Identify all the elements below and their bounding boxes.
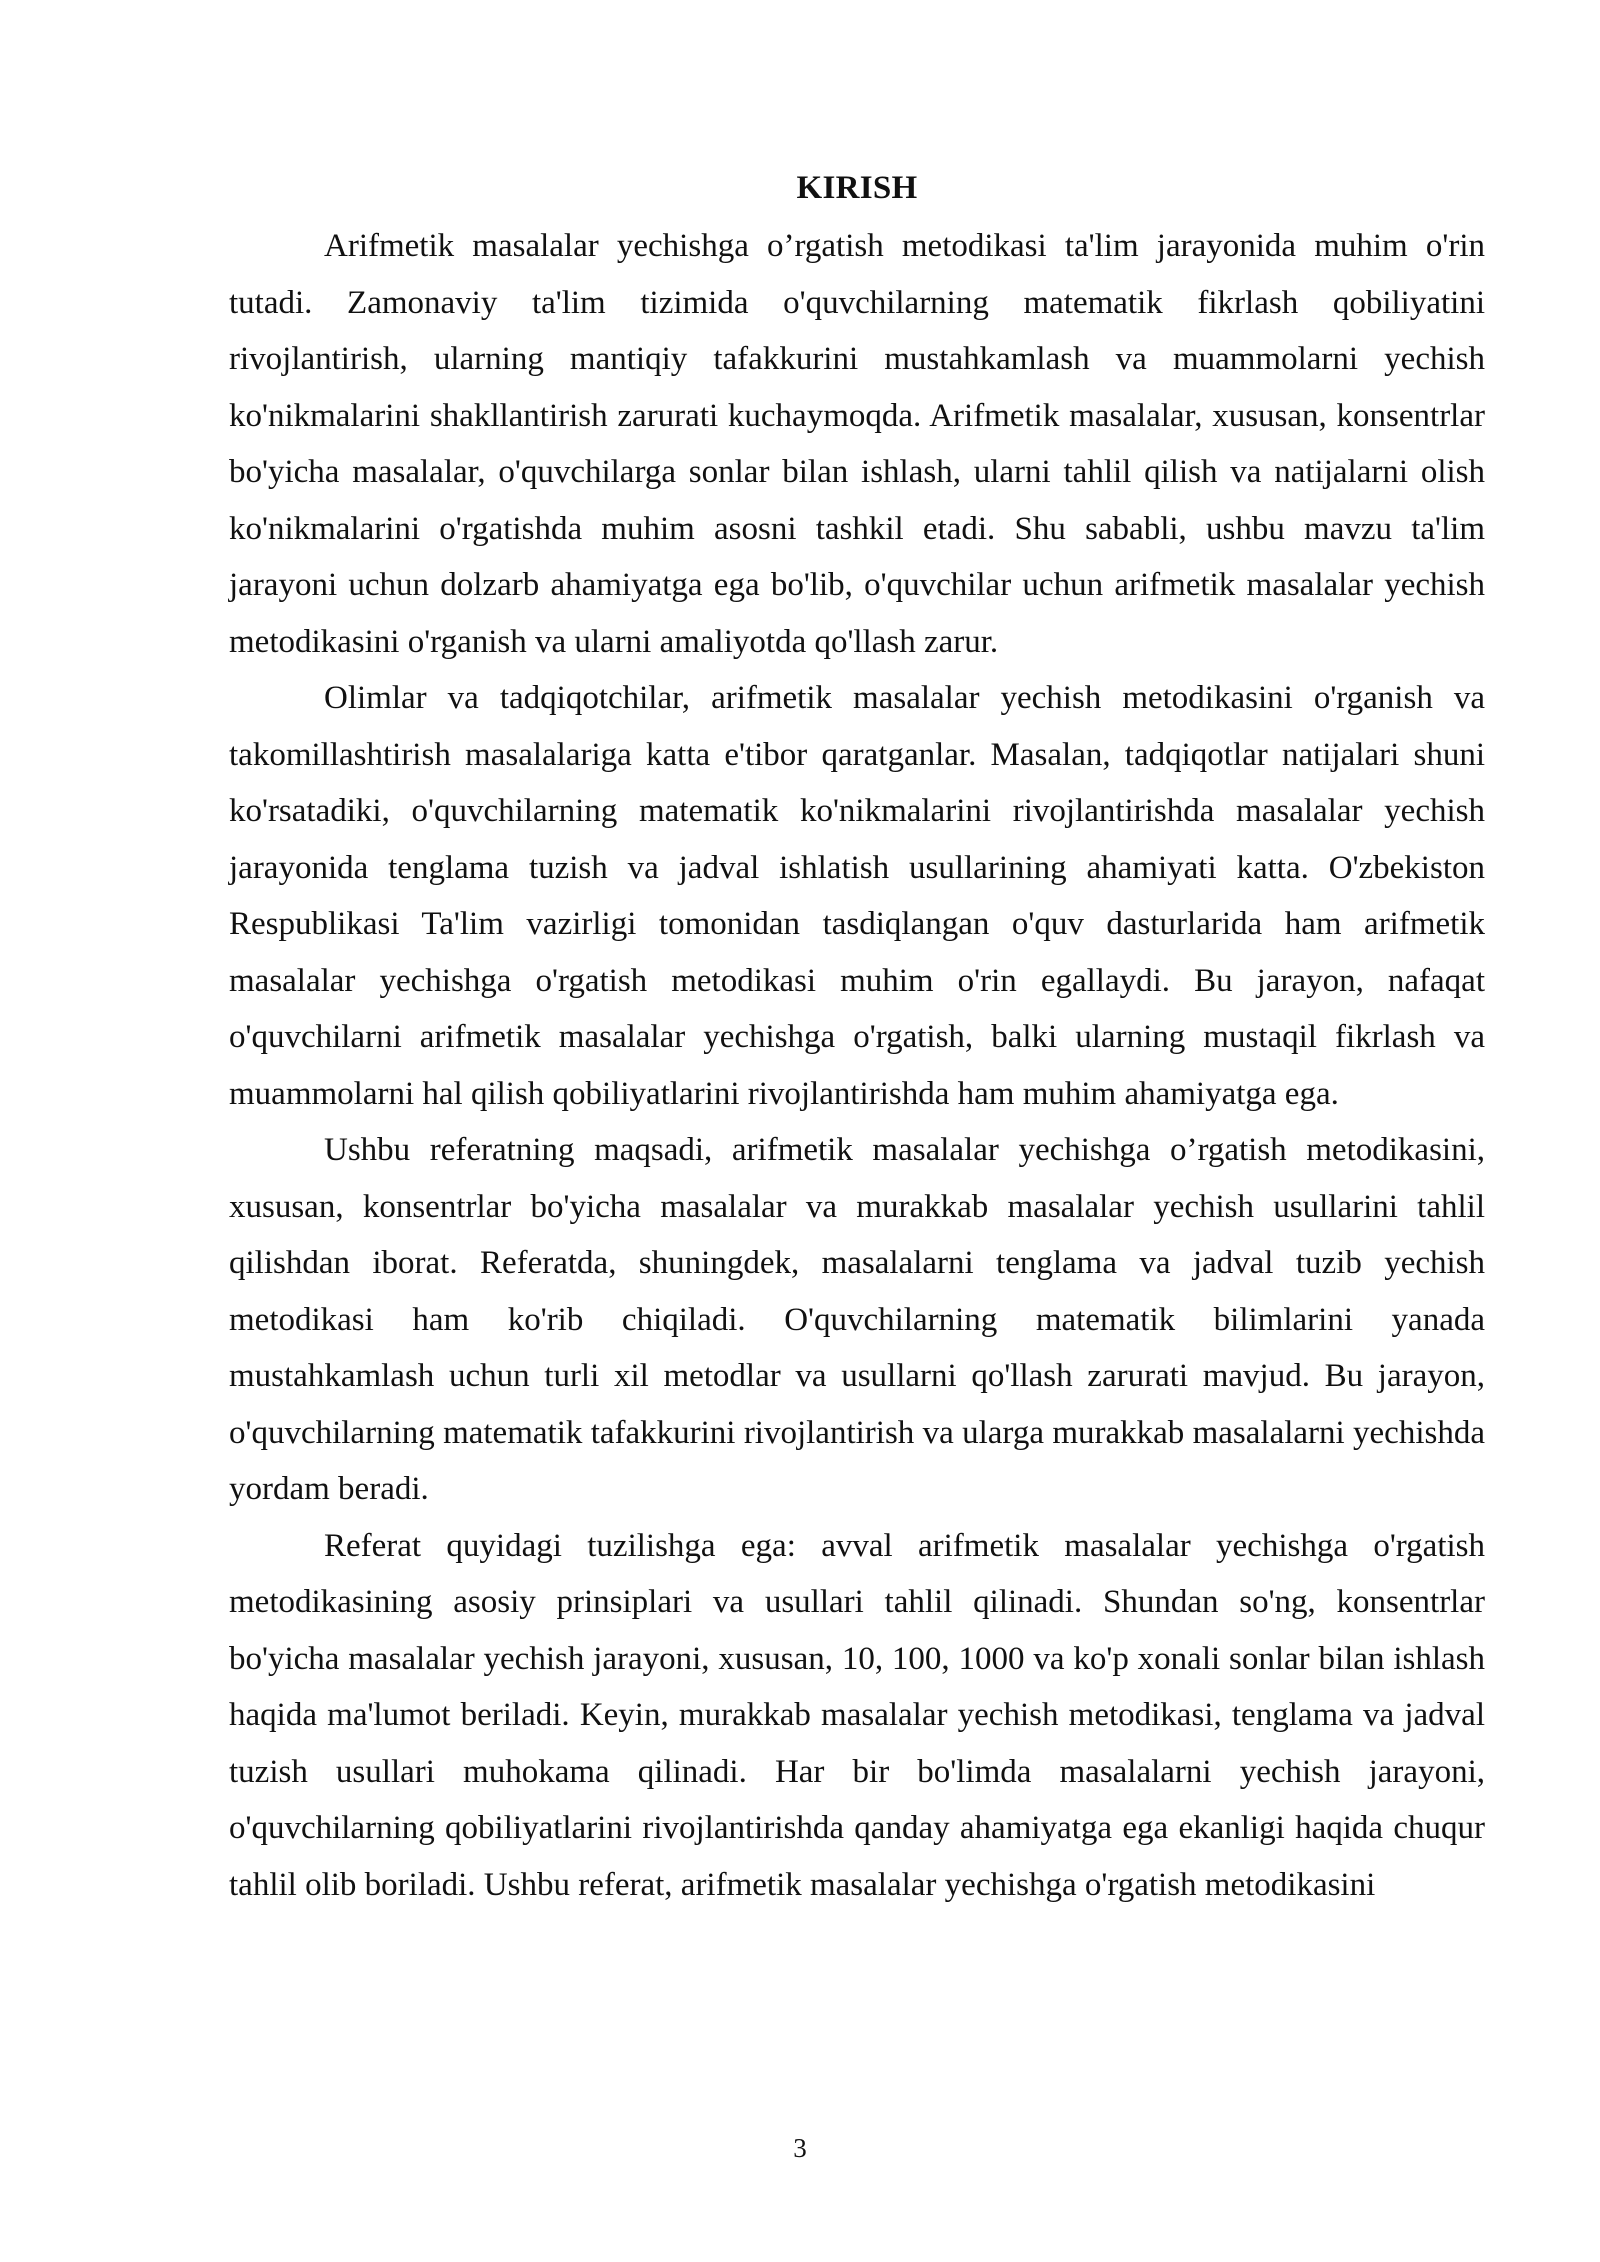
page-title: KIRISH <box>796 170 918 206</box>
document-page <box>229 160 1485 1913</box>
paragraph-2: Olimlar va tadqiqotchilar, arifmetik masalalar yechish metodikasini o'rganish va takomillashtirish masalalariga katta e'tibor qaratganlar. Masalan, tadqiqotlar natijalari shuni ko'rsatadiki, o'quvchilarning matematik ko'nikmalarini rivojlantirishda masalalar yechish jarayonida tenglama tuzish va jadval ishlatish usullarining ahamiyati katta. O'zbekiston Respublikasi Ta'lim vazirligi tomonidan tasdiqlangan o'quv dasturlarida ham arifmetik masalalar yechishga o'rgatish metodikasi muhim o'rin egallaydi. Bu jarayon, nafaqat o'quvchilarni arifmetik masalalar yechishga o'rgatish, balki ularning mustaqil fikrlash va muammolarni hal qilish qobiliyatlarini rivojlantirishda ham muhim ahamiyatga ega. <box>229 680 1485 1112</box>
page-number: 3 <box>793 2133 807 2163</box>
paragraph-3: Ushbu referatning maqsadi, arifmetik masalalar yechishga o’rgatish metodikasini, xususan, konsentrlar bo'yicha masalalar va murakkab masalalar yechish usullarini tahlil qilishdan iborat. Referatda, shuningdek, masalalarni tenglama va jadval tuzib yechish metodikasi ham ko'rib chiqiladi. O'quvchilarning matematik bilimlarini yanada mustahkamlash uchun turli xil metodlar va usullarni qo'llash zarurati mavjud. Bu jarayon, o'quvchilarning matematik tafakkurini rivojlantirish va ularga murakkab masalalarni yechishda yordam beradi. <box>229 1132 1485 1507</box>
paragraph-1: Arifmetik masalalar yechishga o’rgatish metodikasi ta'lim jarayonida muhim o'rin tutadi. Zamonaviy ta'lim tizimida o'quvchilarning matematik fikrlash qobiliyatini rivojlantirish, ularning mantiqiy tafakkurini mustahkamlash va muammolarni yechish ko'nikmalarini shakllantirish zarurati kuchaymoqda. Arifmetik masalalar, xususan, konsentrlar bo'yicha masalalar, o'quvchilarga sonlar bilan ishlash, ularni tahlil qilish va natijalarni olish ko'nikmalarini o'rgatishda muhim asosni tashkil etadi. Shu sababli, ushbu mavzu ta'lim jarayoni uchun dolzarb ahamiyatga ega bo'lib, o'quvchilar uchun arifmetik masalalar yechish metodikasini o'rganish va ularni amaliyotda qo'llash zarur. <box>229 228 1485 660</box>
paragraph-4: Referat quyidagi tuzilishga ega: avval arifmetik masalalar yechishga o'rgatish metodikasining asosiy prinsiplari va usullari tahlil qilinadi. Shundan so'ng, konsentrlar bo'yicha masalalar yechish jarayoni, xususan, 10, 100, 1000 va ko'p xonali sonlar bilan ishlash haqida ma'lumot beriladi. Keyin, murakkab masalalar yechish metodikasi, tenglama va jadval tuzish usullari muhokama qilinadi. Har bir bo'limda masalalarni yechish jarayoni, o'quvchilarning qobiliyatlarini rivojlantirishda qanday ahamiyatga ega ekanligi haqida chuqur tahlil olib boriladi. Ushbu referat, arifmetik masalalar yechishga o'rgatish metodikasini <box>229 1527 1485 1903</box>
